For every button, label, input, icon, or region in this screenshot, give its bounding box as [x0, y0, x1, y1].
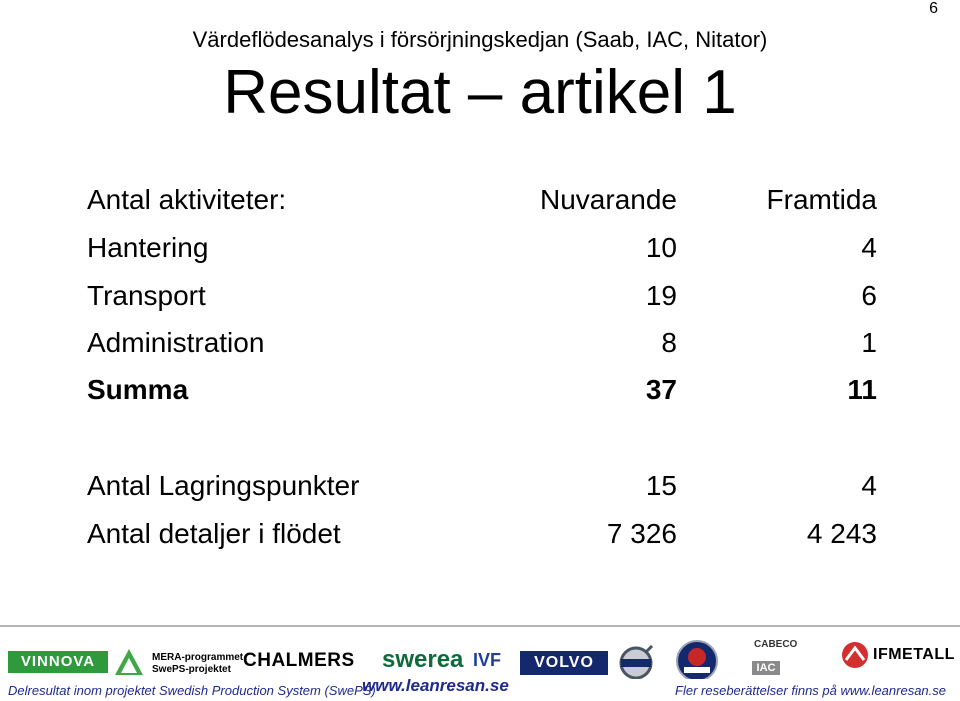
- footer-divider: [0, 625, 960, 627]
- slide-subtitle: Värdeflödesanalys i försörjningskedjan (Saab, IAC, Nitator): [192, 27, 768, 52]
- row-future-value: 4: [861, 470, 877, 501]
- row-label: Antal Lagringspunkter: [87, 470, 360, 501]
- table-total-row: [87, 370, 877, 410]
- chalmers-logo: CHALMERS: [243, 650, 355, 671]
- table-row: [87, 323, 877, 363]
- ifmetall-logo: IFMETALL: [873, 646, 955, 663]
- table-row: [87, 276, 877, 316]
- vinnova-logo: VINNOVA: [8, 651, 108, 673]
- swerea-logo: swerea: [382, 646, 464, 673]
- row-future-value: 1: [861, 327, 877, 358]
- table-header-future: Framtida: [766, 184, 877, 215]
- row-future-value: 4 243: [806, 518, 877, 549]
- iac-logo: IAC: [752, 661, 780, 675]
- row-current-value: 8: [661, 327, 677, 358]
- total-current-value: 37: [645, 374, 677, 405]
- row-label: Administration: [87, 327, 265, 358]
- table-row: [87, 514, 877, 554]
- table-row: [87, 228, 877, 268]
- row-label: Antal detaljer i flödet: [87, 518, 341, 549]
- mera-line1: MERA-programmet: [152, 652, 244, 663]
- footer-project-text: Delresultat inom projektet Swedish Production System (SwePS): [8, 683, 376, 698]
- ivf-logo: IVF: [473, 650, 502, 670]
- total-label: Summa: [87, 374, 189, 405]
- vinnova-triangle-icon: [114, 648, 144, 676]
- footer-more-stories-text: Fler reseberättelser finns på www.leanresan.se: [675, 683, 946, 698]
- page-number: 6: [929, 0, 938, 17]
- mera-logo: [152, 652, 243, 676]
- row-current-value: 7 326: [606, 518, 677, 549]
- row-current-value: 19: [645, 280, 677, 311]
- mera-line2: SwePS-projektet: [152, 664, 231, 675]
- row-current-value: 10: [645, 232, 677, 263]
- table-header-row: [87, 180, 877, 220]
- row-current-value: 15: [645, 470, 677, 501]
- saab-emblem-icon: [676, 640, 718, 682]
- row-label: Hantering: [87, 232, 209, 263]
- ifmetall-mark-icon: [840, 640, 870, 670]
- total-future-value: 11: [847, 374, 877, 405]
- table-header-current: Nuvarande: [540, 184, 677, 215]
- row-label: Transport: [87, 280, 206, 311]
- table-row: [87, 466, 877, 506]
- cabeco-logo: CABECO: [754, 639, 798, 650]
- volvo-logo: VOLVO: [520, 651, 608, 675]
- table-header-label: Antal aktiviteter:: [87, 184, 287, 215]
- footer-website-link[interactable]: www.leanresan.se: [362, 676, 509, 695]
- row-future-value: 4: [861, 232, 877, 263]
- slide-title: Resultat – artikel 1: [223, 58, 737, 127]
- volvo-emblem-icon: [617, 645, 655, 681]
- row-future-value: 6: [861, 280, 877, 311]
